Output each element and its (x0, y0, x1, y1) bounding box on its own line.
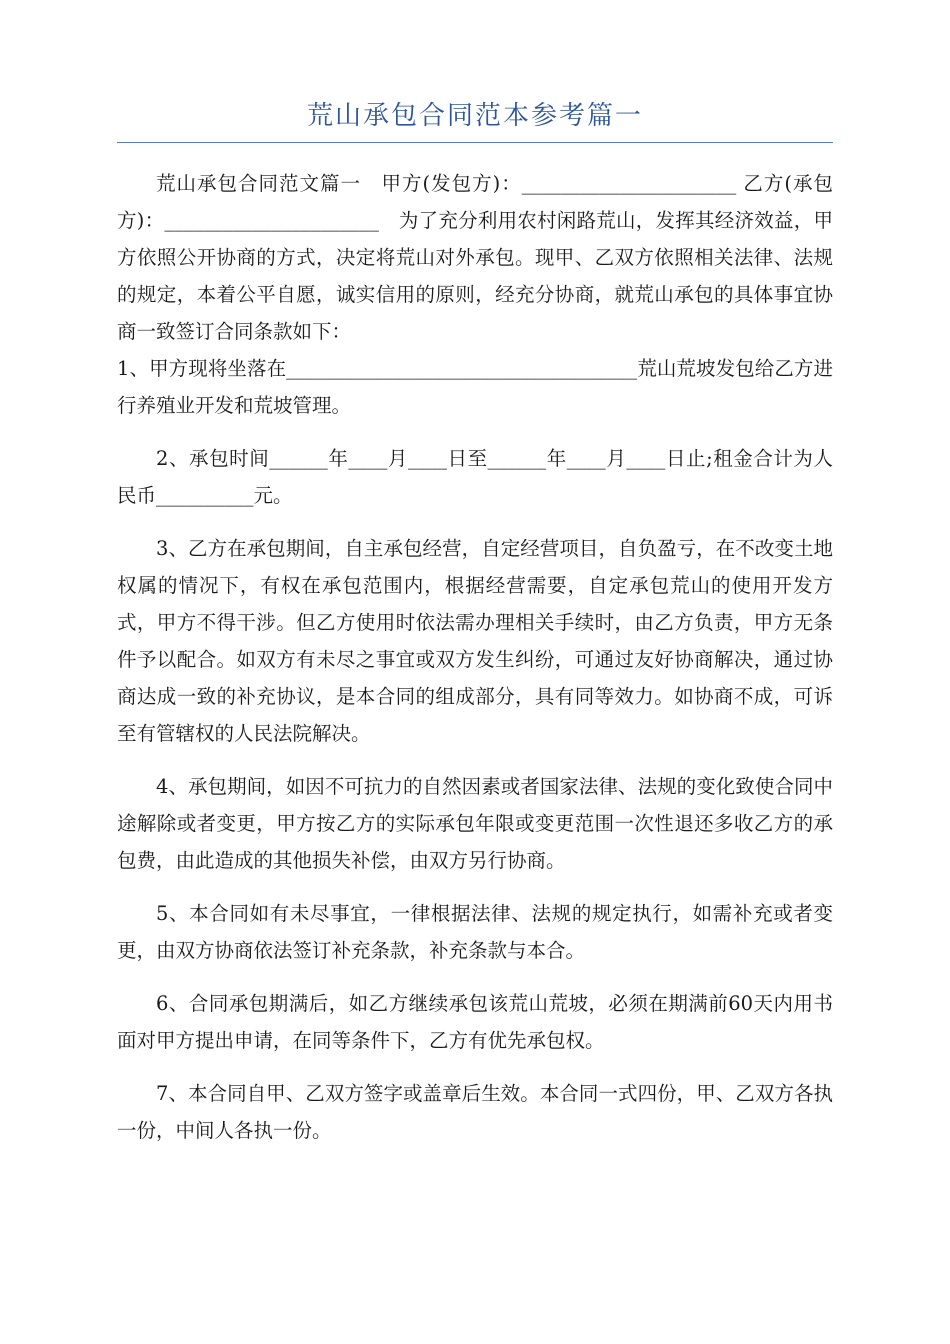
document-page (117, 100, 833, 1165)
paragraph-intro: 荒山承包合同范文篇一 甲方(发包方)：______________________ 乙方(承包方)：______________________ 为了充分利用农村闲路荒山，发挥其经济效益，甲方依照公开协商的方式，决定将荒山对外承包。现甲、乙双方依照相关法律、法规的规定，本着公平自愿，诚实信用的原则，经充分协商，就荒山承包的具体事宜协商一致签订合同条款如下： (117, 171, 833, 343)
title-underline (117, 142, 833, 143)
paragraph-clause-6: 6、合同承包期满后，如乙方继续承包该荒山荒坡，必须在期满前60天内用书面对甲方提出申请，在同等条件下，乙方有优先承包权。 (117, 991, 833, 1052)
paragraph-clause-7: 7、本合同自甲、乙双方签字或盖章后生效。本合同一式四份，甲、乙双方各执一份，中间人各执一份。 (117, 1081, 833, 1142)
document-title: 荒山承包合同范本参考篇一 (306, 101, 643, 131)
paragraph-clause-3: 3、乙方在承包期间，自主承包经营，自定经营项目，自负盈亏，在不改变土地权属的情况下，有权在承包范围内，根据经营需要，自定承包荒山的使用开发方式，甲方不得干涉。但乙方使用时依法需办理相关手续时，由乙方负责，甲方无条件予以配合。如双方有未尽之事宜或双方发生纠纷，可通过友好协商解决，通过协商达成一致的补充协议，是本合同的组成部分，具有同等效力。如协商不成，可诉至有管辖权的人民法院解决。 (117, 536, 833, 745)
paragraph-clause-1: 1、甲方现将坐落在____________________________________荒山荒坡发包给乙方进行养殖业开发和荒坡管理。 (117, 356, 833, 417)
paragraph-clause-2: 2、承包时间______年____月____日至______年____月____日止;租金合计为人民币__________元。 (117, 446, 833, 507)
paragraph-clause-4: 4、承包期间，如因不可抗力的自然因素或者国家法律、法规的变化致使合同中途解除或者变更，甲方按乙方的实际承包年限或变更范围一次性退还多收乙方的承包费，由此造成的其他损失补偿，由双方另行协商。 (117, 774, 833, 872)
paragraph-clause-5: 5、本合同如有未尽事宜，一律根据法律、法规的规定执行，如需补充或者变更，由双方协商依法签订补充条款，补充条款与本合。 (117, 901, 833, 962)
